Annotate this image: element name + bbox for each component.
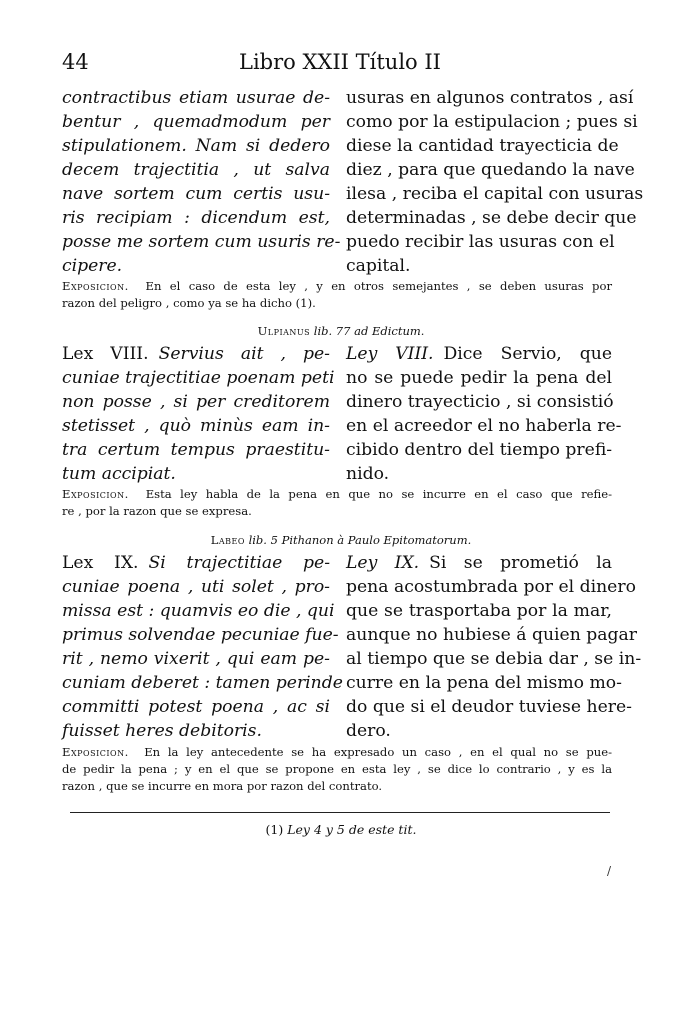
source-citation bbox=[0, 324, 682, 338]
spanish-line: ilesa , reciba el capital con usuras bbox=[346, 184, 644, 204]
spanish-line: que se trasportaba por la mar, bbox=[346, 601, 612, 621]
spanish-line: diez , para que quedando la nave bbox=[346, 160, 635, 180]
latin-lex-viii bbox=[62, 342, 335, 486]
spanish-line: capital. bbox=[346, 256, 411, 276]
latin-text-continued bbox=[62, 86, 341, 278]
spanish-line: do que si el deudor tuviese here- bbox=[346, 697, 632, 717]
latin-line: non posse , si per creditorem bbox=[62, 392, 330, 412]
source-citation bbox=[0, 533, 682, 547]
source-reference: lib. 5 Pithanon à Paulo Epitomatorum. bbox=[248, 533, 472, 547]
spanish-line: nido. bbox=[346, 464, 390, 484]
latin-line: cuniam deberet : tamen perinde bbox=[62, 673, 343, 693]
latin-line: posse me sortem cum usuris re- bbox=[62, 232, 341, 252]
latin-line: primus solvendae pecuniae fue- bbox=[62, 625, 339, 645]
exposition-note bbox=[62, 744, 612, 795]
latin-line-text: Si trajectitiae pe- bbox=[148, 553, 331, 573]
exposition-note bbox=[62, 486, 612, 520]
footnote bbox=[0, 822, 682, 837]
exposition-line bbox=[62, 486, 612, 503]
latin-line-text: Servius ait , pe- bbox=[158, 344, 330, 364]
spanish-line: dinero trayecticio , si consistió bbox=[346, 392, 614, 412]
exposition-label: Exposicion. bbox=[62, 487, 129, 501]
latin-line: missa est : quamvis eo die , qui bbox=[62, 601, 335, 621]
latin-line bbox=[62, 342, 330, 366]
spanish-line: puedo recibir las usuras con el bbox=[346, 232, 615, 252]
stray-mark-icon: / bbox=[607, 864, 612, 878]
exposition-label: Exposicion. bbox=[62, 279, 129, 293]
exposition-line: de pedir la pena ; y en el que se propone en esta ley , se dice lo contrario , y es la bbox=[62, 762, 612, 776]
exposition-line: razon , que se incurre en mora por razon del contrato. bbox=[62, 779, 383, 793]
spanish-line: como por la estipulacion ; pues si bbox=[346, 112, 638, 132]
page-header bbox=[62, 50, 618, 80]
spanish-line: dero. bbox=[346, 721, 391, 741]
spanish-line-text: Si se prometió la bbox=[429, 553, 612, 573]
latin-line: cuniae poena , uti solet , pro- bbox=[62, 577, 330, 597]
spanish-line: no se puede pedir la pena del bbox=[346, 368, 612, 388]
ley-label: Ley VIII. bbox=[346, 344, 434, 364]
latin-line: fuisset heres debitoris. bbox=[62, 721, 262, 741]
ley-label: Ley IX. bbox=[346, 553, 420, 573]
latin-line: rit , nemo vixerit , qui eam pe- bbox=[62, 649, 330, 669]
spanish-line: diese la cantidad trayecticia de bbox=[346, 136, 619, 156]
exposition-text: Esta ley habla de la pena en que no se incurre en el caso que refie- bbox=[145, 487, 612, 501]
source-author: Ulpianus bbox=[257, 324, 311, 338]
page-number: 44 bbox=[62, 50, 89, 74]
spanish-ley-ix bbox=[346, 551, 642, 743]
footnote-marker: (1) bbox=[265, 822, 284, 837]
exposition-text: En la ley antecedente se ha expresado un caso , en el qual no se pue- bbox=[144, 745, 612, 759]
spanish-line bbox=[346, 551, 612, 575]
source-author: Labeo bbox=[210, 533, 245, 547]
spanish-line: cibido dentro del tiempo prefi- bbox=[346, 440, 613, 460]
spanish-line-text: Dice Servio, que bbox=[443, 344, 612, 364]
latin-line: contractibus etiam usurae de- bbox=[62, 88, 330, 108]
latin-line: cipere. bbox=[62, 256, 123, 276]
latin-line: stipulationem. Nam si dedero bbox=[62, 136, 330, 156]
spanish-line: curre en la pena del mismo mo- bbox=[346, 673, 622, 693]
spanish-line: pena acostumbrada por el dinero bbox=[346, 577, 636, 597]
exposition-note bbox=[62, 278, 612, 312]
latin-line: stetisset , quò minùs eam in- bbox=[62, 416, 330, 436]
latin-line: decem trajectitia , ut salva bbox=[62, 160, 330, 180]
latin-line: tra certum tempus praestitu- bbox=[62, 440, 330, 460]
source-reference: lib. 77 ad Edictum. bbox=[313, 324, 425, 338]
exposition-line bbox=[62, 278, 612, 295]
exposition-line bbox=[62, 744, 612, 761]
spanish-line bbox=[346, 342, 612, 366]
spanish-line: usuras en algunos contratos , así bbox=[346, 88, 634, 108]
latin-line: nave sortem cum certis usu- bbox=[62, 184, 330, 204]
running-title: Libro XXII Título II bbox=[239, 50, 441, 74]
lex-label: Lex VIII. bbox=[62, 344, 149, 364]
exposition-text: En el caso de esta ley , y en otros semejantes , se deben usuras por bbox=[145, 279, 612, 293]
exposition-line: razon del peligro , como ya se ha dicho (1). bbox=[62, 296, 316, 310]
footnote-divider bbox=[70, 812, 610, 813]
latin-line: tum accipiat. bbox=[62, 464, 176, 484]
latin-line: cuniae trajectitiae poenam peti bbox=[62, 368, 335, 388]
footnote-text: Ley 4 y 5 de este tit. bbox=[287, 822, 417, 837]
latin-line: ris recipiam : dicendum est, bbox=[62, 208, 330, 228]
spanish-line: al tiempo que se debia dar , se in- bbox=[346, 649, 642, 669]
spanish-ley-viii bbox=[346, 342, 622, 486]
exposition-line: re , por la razon que se expresa. bbox=[62, 504, 252, 518]
lex-label: Lex IX. bbox=[62, 553, 139, 573]
latin-lex-ix bbox=[62, 551, 343, 743]
latin-line: bentur , quemadmodum per bbox=[62, 112, 330, 132]
spanish-text-continued bbox=[346, 86, 644, 278]
exposition-label: Exposicion. bbox=[62, 745, 129, 759]
spanish-line: aunque no hubiese á quien pagar bbox=[346, 625, 637, 645]
spanish-line: determinadas , se debe decir que bbox=[346, 208, 637, 228]
latin-line: committi potest poena , ac si bbox=[62, 697, 330, 717]
spanish-line: en el acreedor el no haberla re- bbox=[346, 416, 622, 436]
latin-line bbox=[62, 551, 330, 575]
